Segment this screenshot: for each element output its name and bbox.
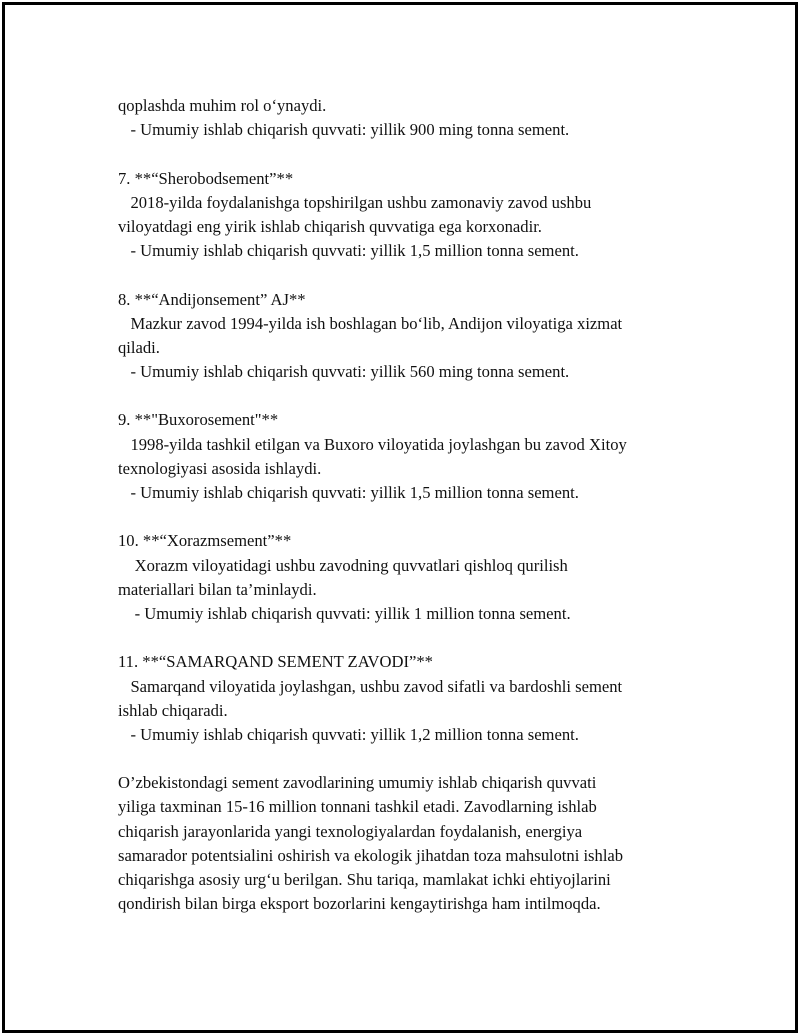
text-line: ishlab chiqaradi. xyxy=(118,700,228,720)
section-heading: 9. **"Buxorosement"** xyxy=(118,410,279,430)
text-line: - Umumiy ishlab chiqarish quvvati: yillik 1,2 million tonna sement. xyxy=(118,724,579,744)
text-line: texnologiyasi asosida ishlaydi. xyxy=(118,458,322,478)
blank-line xyxy=(118,384,688,408)
text-line: - Umumiy ishlab chiqarish quvvati: yillik 1,5 million tonna sement. xyxy=(118,483,579,502)
summary-line: qondirish bilan birga eksport bozorlarini kengaytirishga ham intilmoqda. xyxy=(118,894,601,914)
blank-line xyxy=(118,747,688,771)
summary-line: chiqarishga asosiy urg‘u berilgan. Shu tariqa, mamlakat ichki ehtiyojlarini xyxy=(118,870,611,889)
text-line: Samarqand viloyatida joylashgan, ushbu zavod sifatli va bardoshli sement xyxy=(118,676,623,696)
blank-line xyxy=(118,505,688,529)
section-heading: 7. **“Sherobodsement”** xyxy=(118,168,294,188)
summary-line: chiqarish jarayonlarida yangi texnologiyalardan foydalanish, energiya xyxy=(118,821,583,841)
text-line: qoplashda muhim rol o‘ynaydi. xyxy=(118,96,327,115)
summary-line: yiliga taxminan 15-16 million tonnani tashkil etadi. Zavodlarning ishlab xyxy=(118,797,597,817)
summary-line: samarador potentsialini oshirish va ekologik jihatdan toza mahsulotni ishlab xyxy=(118,845,624,865)
section-heading: 11. **“SAMARQAND SEMENT ZAVODI”** xyxy=(118,652,433,672)
text-line: 2018-yilda foydalanishga topshirilgan ushbu zamonaviy zavod ushbu xyxy=(118,192,592,212)
text-line: qiladi. xyxy=(118,337,160,357)
text-line: materiallari bilan ta’minlaydi. xyxy=(118,579,317,599)
section-heading: 8. **“Andijonsement” AJ** xyxy=(118,289,306,309)
text-line: - Umumiy ishlab chiqarish quvvati: yillik 900 ming tonna sement. xyxy=(118,120,570,140)
text-line: Xorazm viloyatidagi ushbu zavodning quvvatlari qishloq qurilish xyxy=(118,555,568,575)
blank-line xyxy=(118,626,688,650)
text-line: - Umumiy ishlab chiqarish quvvati: yillik 1,5 million tonna sement. xyxy=(118,241,579,261)
text-line: Mazkur zavod 1994-yilda ish boshlagan bo‘lib, Andijon viloyatiga xizmat xyxy=(118,313,623,333)
document-body xyxy=(118,94,688,916)
text-line: 1998-yilda tashkil etilgan va Buxoro viloyatida joylashgan bu zavod Xitoy xyxy=(118,434,627,454)
text-line: viloyatdagi eng yirik ishlab chiqarish quvvatiga ega korxonadir. xyxy=(118,216,542,236)
section-heading: 10. **“Xorazmsement”** xyxy=(118,531,292,551)
summary-line: O’zbekistondagi sement zavodlarining umumiy ishlab chiqarish quvvati xyxy=(118,773,597,793)
text-line: - Umumiy ishlab chiqarish quvvati: yillik 560 ming tonna sement. xyxy=(118,362,570,382)
text-line: - Umumiy ishlab chiqarish quvvati: yillik 1 million tonna sement. xyxy=(118,603,571,623)
blank-line xyxy=(118,263,688,287)
blank-line xyxy=(118,142,688,166)
